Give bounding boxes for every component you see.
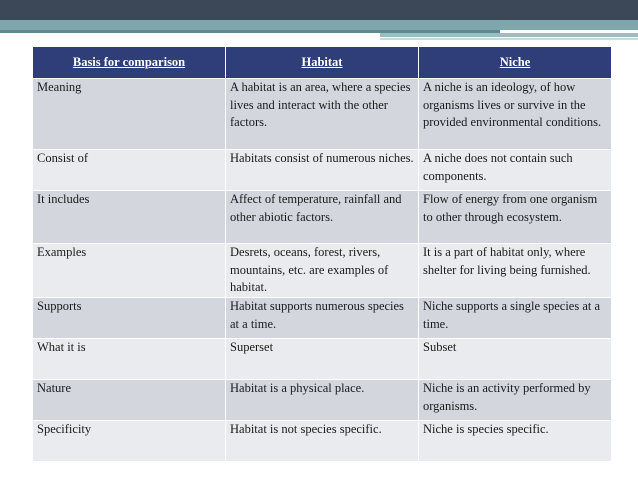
header-habitat: Habitat xyxy=(226,47,419,79)
row-label: Supports xyxy=(33,298,226,339)
header-niche: Niche xyxy=(419,47,612,79)
table-row xyxy=(33,421,612,462)
habitat-cell: A habitat is an area, where a species lives and interact with the other factors. xyxy=(226,79,419,150)
comparison-table xyxy=(32,46,612,462)
table-row xyxy=(33,339,612,380)
row-label: It includes xyxy=(33,191,226,244)
row-label: Nature xyxy=(33,380,226,421)
top-decorative-bar xyxy=(0,0,638,20)
niche-cell: Niche is an activity performed by organisms. xyxy=(419,380,612,421)
niche-cell: Subset xyxy=(419,339,612,380)
habitat-cell: Habitat is not species specific. xyxy=(226,421,419,462)
niche-cell: It is a part of habitat only, where shelter for living being furnished. xyxy=(419,244,612,298)
table-row xyxy=(33,298,612,339)
table-row xyxy=(33,79,612,150)
accent-line-3 xyxy=(380,38,638,40)
header-row xyxy=(33,47,612,79)
niche-cell: A niche is an ideology, of how organisms lives or survive in the provided environmental conditions. xyxy=(419,79,612,150)
row-label: Consist of xyxy=(33,150,226,191)
header-basis: Basis for comparison xyxy=(33,47,226,79)
niche-cell: Niche is species specific. xyxy=(419,421,612,462)
habitat-cell: Habitat supports numerous species at a time. xyxy=(226,298,419,339)
habitat-cell: Desrets, oceans, forest, rivers, mountains, etc. are examples of habitat. xyxy=(226,244,419,298)
row-label: Specificity xyxy=(33,421,226,462)
habitat-cell: Superset xyxy=(226,339,419,380)
table-row xyxy=(33,150,612,191)
accent-line-2 xyxy=(380,33,638,37)
niche-cell: A niche does not contain such components. xyxy=(419,150,612,191)
habitat-cell: Affect of temperature, rainfall and other abiotic factors. xyxy=(226,191,419,244)
row-label: What it is xyxy=(33,339,226,380)
row-label: Meaning xyxy=(33,79,226,150)
niche-cell: Niche supports a single species at a time. xyxy=(419,298,612,339)
habitat-cell: Habitat is a physical place. xyxy=(226,380,419,421)
table-row xyxy=(33,380,612,421)
table-row xyxy=(33,244,612,298)
row-label: Examples xyxy=(33,244,226,298)
niche-cell: Flow of energy from one organism to other through ecosystem. xyxy=(419,191,612,244)
teal-decorative-band xyxy=(0,20,638,30)
habitat-cell: Habitats consist of numerous niches. xyxy=(226,150,419,191)
table-row xyxy=(33,191,612,244)
